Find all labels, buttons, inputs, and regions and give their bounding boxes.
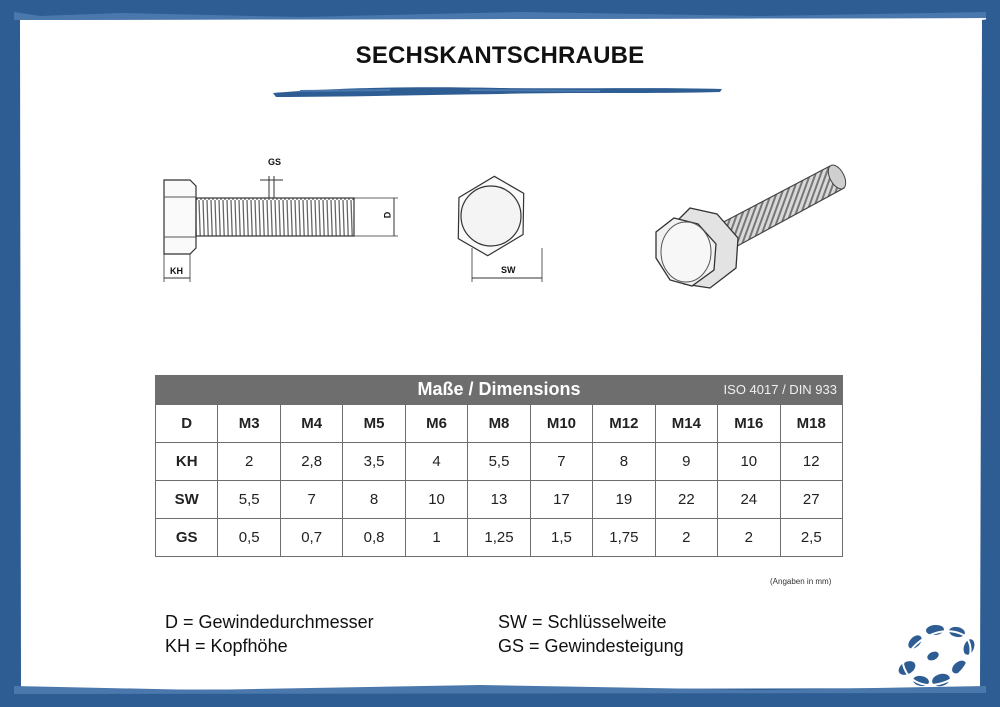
table-cell: 13 [468, 481, 530, 519]
table-row [156, 481, 843, 519]
column-header-cell: M5 [343, 405, 405, 443]
column-header-cell: M8 [468, 405, 530, 443]
table-cell: 24 [718, 481, 780, 519]
table-cell: 8 [593, 443, 655, 481]
table-header [155, 375, 843, 404]
row-header-cell: SW [156, 481, 218, 519]
row-header-cell: D [156, 405, 218, 443]
legend-sw: SW = Schlüsselweite [498, 612, 667, 632]
table-cell: 0,5 [218, 519, 280, 557]
table-cell: 4 [405, 443, 467, 481]
table-cell: 1 [405, 519, 467, 557]
table-row [156, 405, 843, 443]
table-cell: 0,7 [280, 519, 342, 557]
brand-logo [893, 620, 983, 695]
table-cell: 10 [718, 443, 780, 481]
kh-label: KH [170, 266, 183, 276]
legend-d: D = Gewindedurchmesser [165, 612, 374, 632]
table-cell: 12 [780, 443, 842, 481]
table-heading: Maße / Dimensions [417, 379, 581, 399]
table-cell: 2 [218, 443, 280, 481]
table-cell: 1,25 [468, 519, 530, 557]
bolt-drawings [150, 140, 850, 300]
table-cell: 5,5 [218, 481, 280, 519]
table-row [156, 519, 843, 557]
table-cell: 3,5 [343, 443, 405, 481]
table-cell: 2,5 [780, 519, 842, 557]
table-cell: 19 [593, 481, 655, 519]
table-row [156, 443, 843, 481]
column-header-cell: M6 [405, 405, 467, 443]
legend-kh: KH = Kopfhöhe [165, 636, 288, 656]
table-cell: 8 [343, 481, 405, 519]
table-cell: 2 [655, 519, 717, 557]
column-header-cell: M4 [280, 405, 342, 443]
dimensions-grid [155, 404, 843, 557]
table-cell: 1,75 [593, 519, 655, 557]
table-cell: 7 [280, 481, 342, 519]
units-note: (Angaben in mm) [770, 577, 832, 586]
column-header-cell: M12 [593, 405, 655, 443]
d-label: D [382, 211, 393, 219]
column-header-cell: M16 [718, 405, 780, 443]
gs-label: GS [268, 157, 282, 167]
table-cell: 9 [655, 443, 717, 481]
title-brush-stroke [270, 82, 725, 102]
front-view-drawing [441, 166, 542, 282]
legend-left [165, 610, 374, 658]
column-header-cell: M14 [655, 405, 717, 443]
page-title: SECHSKANTSCHRAUBE [355, 42, 645, 69]
side-view-drawing [164, 176, 398, 282]
legend-gs: GS = Gewindesteigung [498, 636, 684, 656]
dimensions-table [155, 375, 843, 557]
table-cell: 2 [718, 519, 780, 557]
sw-label: SW [501, 265, 516, 275]
table-cell: 22 [655, 481, 717, 519]
legend-right [498, 610, 684, 658]
table-cell: 2,8 [280, 443, 342, 481]
column-header-cell: M18 [780, 405, 842, 443]
table-cell: 1,5 [530, 519, 592, 557]
table-cell: 7 [530, 443, 592, 481]
table-cell: 10 [405, 481, 467, 519]
row-header-cell: KH [156, 443, 218, 481]
table-cell: 5,5 [468, 443, 530, 481]
row-header-cell: GS [156, 519, 218, 557]
table-standard: ISO 4017 / DIN 933 [723, 382, 837, 397]
table-cell: 0,8 [343, 519, 405, 557]
table-cell: 17 [530, 481, 592, 519]
column-header-cell: M10 [530, 405, 592, 443]
table-cell: 27 [780, 481, 842, 519]
perspective-bolt-drawing [656, 162, 849, 288]
column-header-cell: M3 [218, 405, 280, 443]
